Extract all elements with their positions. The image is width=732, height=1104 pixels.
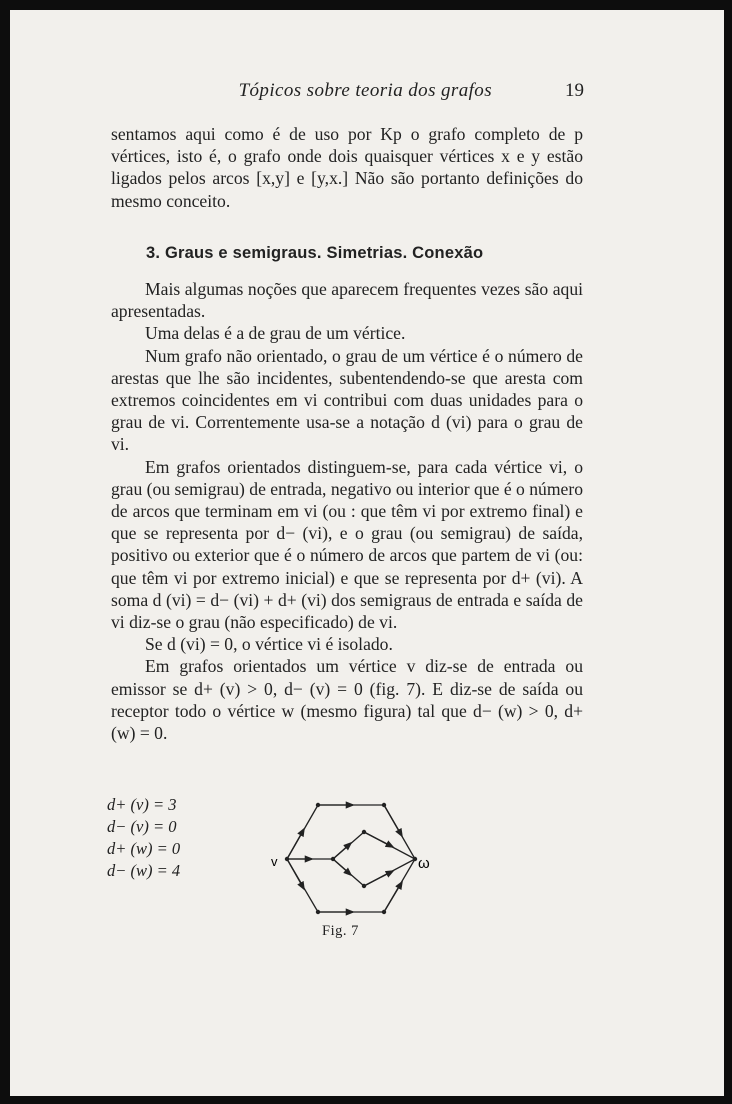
graph-vertex: [382, 803, 386, 807]
paragraph: Num grafo não orientado, o grau de um vértice é o número de arestas que lhe são incidentes, subentendendo-se que aresta com extremos coincidentes em vi contribui com duas unidades para o grau de vi. Correntemente usa-se a notação d (vi) para o grau de vi.: [111, 345, 583, 455]
graph-vertex: [413, 857, 417, 861]
graph-edge: [333, 843, 351, 859]
paragraph: sentamos aqui como é de uso por Kp o grafo completo de p vértices, isto é, o grafo onde dois quaisquer vértices x e y estão ligados pelos arcos [x,y] e [y,x.] Não são portanto definições do mesmo conceito.: [111, 124, 583, 211]
book-page: [10, 10, 724, 1096]
paragraph: Em grafos orientados um vértice v diz-se de entrada ou emissor se d+ (v) > 0, d− (v) = 0 (fig. 7). E diz-se de saída ou receptor todo o vértice w (mesmo figura) tal que d− (w) > 0, d+ (w) = 0.: [111, 656, 583, 744]
formula-line: d− (w) = 4: [107, 861, 181, 880]
graph-edge: [384, 882, 402, 912]
section-heading: 3. Graus e semigraus. Simetrias. Conexão: [146, 244, 484, 262]
graph-figure: [260, 788, 430, 928]
formula-line: d+ (v) = 3: [107, 795, 177, 814]
formula-line: d− (v) = 0: [107, 817, 177, 836]
graph-vertex: [316, 803, 320, 807]
graph-edge: [287, 829, 304, 859]
text-block-main: [111, 278, 583, 744]
graph-edge: [287, 859, 304, 889]
graph-vertex: [285, 857, 289, 861]
paragraph: Se d (vi) = 0, o vértice vi é isolado.: [145, 634, 393, 655]
graph-vertex: [331, 857, 335, 861]
text-block-top: [111, 123, 583, 212]
graph-vertex: [362, 830, 366, 834]
graph-vertex: [362, 884, 366, 888]
graph-edge: [333, 859, 351, 875]
vertex-label-w: ω: [418, 855, 430, 872]
paragraph: Uma delas é a de grau de um vértice.: [145, 323, 406, 344]
graph-vertex: [316, 910, 320, 914]
graph-edge: [384, 805, 402, 836]
paragraph: Mais algumas noções que aparecem frequentes vezes são aqui apresentadas.: [111, 279, 583, 322]
graph-vertex: [382, 910, 386, 914]
degree-formulas: [107, 794, 180, 882]
graph-edge: [364, 871, 393, 886]
graph-edge: [364, 832, 393, 847]
figure-caption: Fig. 7: [322, 923, 359, 939]
page-number: 19: [565, 80, 584, 101]
running-title: Tópicos sobre teoria dos grafos: [238, 80, 492, 101]
vertex-label-v: v: [271, 854, 278, 869]
paragraph: Em grafos orientados distinguem-se, para cada vértice vi, o grau (ou semigrau) de entrada, negativo ou interior que é o número de arcos que terminam em vi (ou : que têm vi por extremo final) e que se representa por d− (vi), e o grau (ou semigrau) de saída, positivo ou exterior que é o número de arcos que partem de vi (ou: que têm vi por extremo inicial) e que se representa por d+ (vi). A soma d (vi) = d− (vi) + d+ (vi) dos semigraus de entrada e saída de vi diz-se o grau (não especificado) de vi.: [111, 456, 583, 633]
formula-line: d+ (w) = 0: [107, 839, 181, 858]
